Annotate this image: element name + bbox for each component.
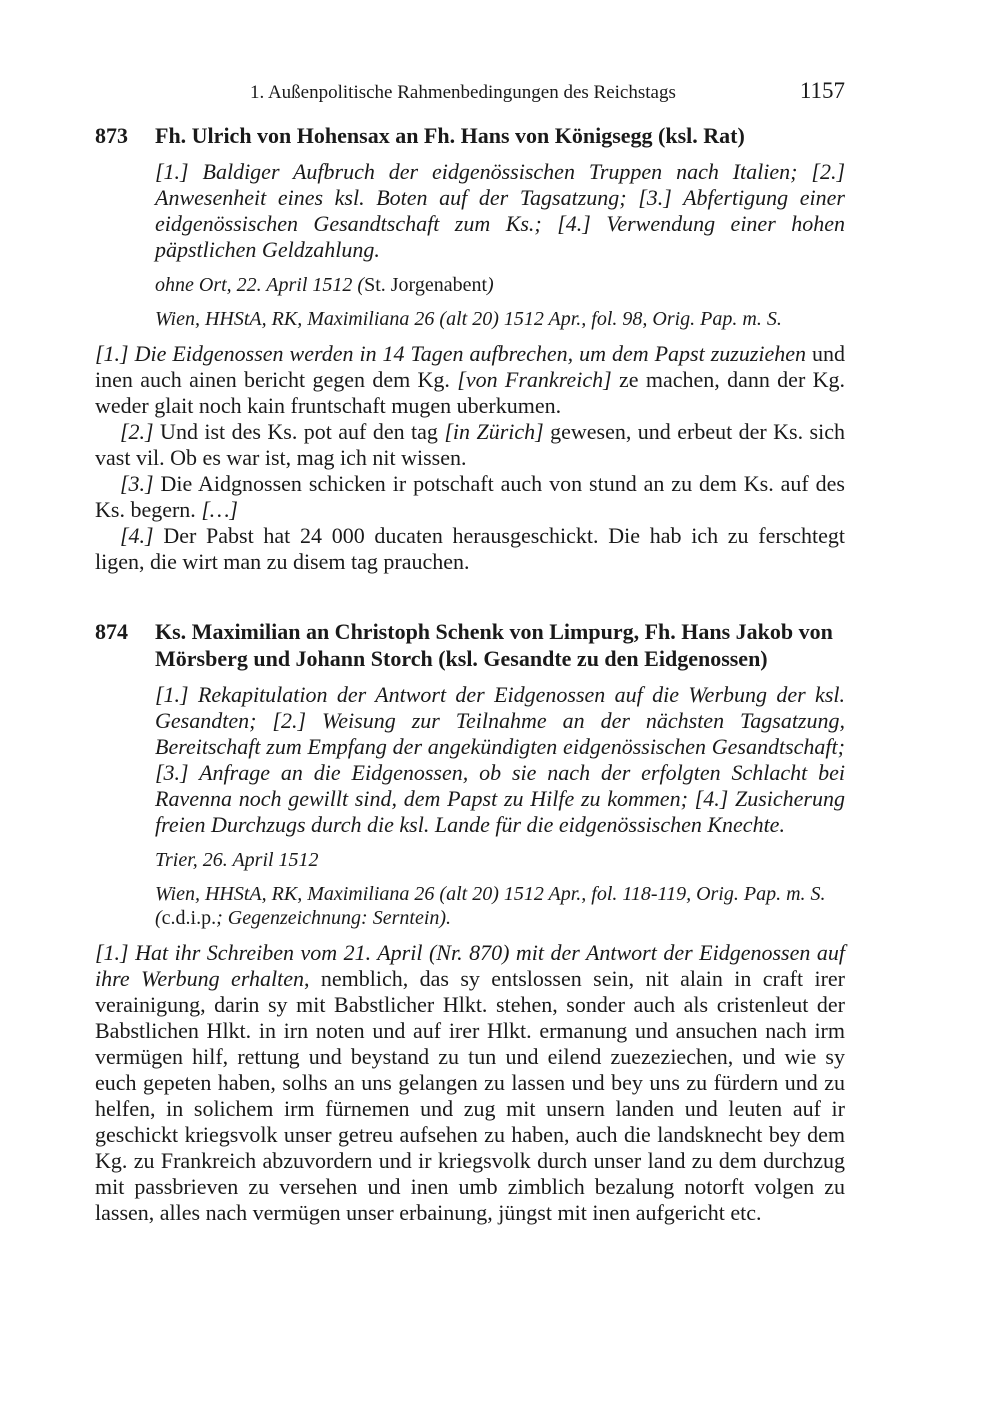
- paragraph-lead: [4.]: [120, 523, 154, 548]
- document-summary: [1.] Rekapitulation der Antwort der Eidgenossen auf die Werbung der ksl. Gesandten; [2.] Weisung zur Teilnahme an der nächsten Tagsatzung, Bereitschaft zum Empfang der angekündigten eidgenössischen Gesandtschaft; [3.] Anfrage an die Eidgenossen, ob sie nach der erfolgten Schlacht bei Ravenna noch gewillt sind, dem Papst zu Hilfe zu kommen; [4.] Zusicherung freien Durchzugs durch die ksl. Lande für die eidgenössischen Knechte.: [155, 682, 845, 837]
- paragraph-note: [in Zürich]: [444, 419, 544, 444]
- paragraph-text: gewesen, und erbeut der Ks. sich vast vil. Ob es war ist, mag ich nit wissen.: [95, 419, 845, 470]
- source-prefix: Wien, HHStA, RK, Maximiliana 26 (alt 20) 1512 Apr., fol. 118-119, Orig. Pap. m. S. (: [155, 883, 826, 929]
- paragraph-2: [95, 419, 845, 471]
- paragraph-3: [95, 471, 845, 523]
- document-873: [95, 122, 845, 575]
- paragraph-note: [von Frankreich]: [457, 367, 612, 392]
- document-body: [95, 341, 845, 575]
- source-suffix: ; Gegenzeichnung: Serntein).: [216, 907, 452, 929]
- document-number: 874: [95, 619, 128, 644]
- document-summary: [1.] Baldiger Aufbruch der eidgenössischen Truppen nach Italien; [2.] Anwesenheit eines ksl. Boten auf der Tagsatzung; [3.] Abfertigung einer eidgenössischen Gesandtschaft zum Ks.; [4.] Verwendung einer hohen päpstlichen Geldzahlung.: [155, 159, 845, 262]
- document-date: [155, 273, 845, 297]
- paragraph-text: ze machen, dann der Kg. weder glait noch kain fruntschaft mugen uberkumen.: [95, 367, 845, 418]
- paragraph-note: […]: [201, 497, 238, 522]
- source-roman: c.d.i.p.: [161, 907, 217, 929]
- paragraph-1: [95, 341, 845, 419]
- paragraph-text: und inen auch ainen bericht gegen dem Kg.: [95, 341, 846, 392]
- paragraph-lead: [3.]: [120, 471, 154, 496]
- paragraph-text: Die Aidgnossen schicken ir potschaft auch von stund an zu dem Ks. auf des Ks. begern.: [95, 471, 845, 522]
- running-title: 1. Außenpolitische Rahmenbedingungen des Reichstags: [250, 82, 676, 103]
- paragraph-lead: [1.] Die Eidgenossen werden in 14 Tagen aufbrechen, um dem Papst zuzuziehen: [95, 341, 807, 366]
- document-874: [95, 618, 845, 1226]
- document-source: [155, 882, 845, 930]
- document-title: Ks. Maximilian an Christoph Schenk von Limpurg, Fh. Hans Jakob von Mörsberg und Johann Storch (ksl. Gesandte zu den Eidgenossen): [155, 619, 833, 671]
- paragraph-text: Der Pabst hat 24 000 ducaten herausgeschickt. Die hab ich zu ferschtegt ligen, die wirt man zu disem tag prauchen.: [95, 523, 845, 574]
- paragraph-4: [95, 523, 845, 575]
- document-heading: [95, 122, 845, 149]
- document-body: [95, 940, 845, 1226]
- paragraph-text: Und ist des Ks. pot auf den tag: [153, 419, 445, 444]
- document-title: Fh. Ulrich von Hohensax an Fh. Hans von Königsegg (ksl. Rat): [155, 123, 745, 148]
- paragraph-1: [95, 940, 845, 1226]
- date-suffix: ): [487, 274, 494, 296]
- paragraph-lead: [1.] Hat ihr Schreiben vom 21. April (Nr. 870) mit der Antwort der Eidgenossen auf ihre Werbung erhalten: [95, 940, 845, 991]
- paragraph-lead: [2.]: [120, 419, 154, 444]
- page-number: 1157: [799, 78, 845, 103]
- document-date: Trier, 26. April 1512: [155, 849, 319, 871]
- document-number: 873: [95, 123, 128, 148]
- document-source: Wien, HHStA, RK, Maximiliana 26 (alt 20) 1512 Apr., fol. 98, Orig. Pap. m. S.: [155, 308, 782, 330]
- date-prefix: ohne Ort, 22. April 1512 (: [155, 274, 365, 296]
- paragraph-text: , nemblich, das sy entslossen sein, nit alain in craft irer verainigung, darin sy mit Babstlicher Hlkt. stehen, sonder auch als cristenleut der Babstlichen Hlkt. in irn noten und auf irer Hlkt. ermanung und ansuchen nach irm vermügen hilf, rettung und beystand zu tun und eilend zuezeziechen, und wie sy euch gepeten haben, solhs an uns gelangen zu lassen und bey uns zu fürdern und zu helfen, in solichem irm fürnemen und zug mit unsern landen und leuten auf ir geschickt kriegsvolk unser getreu aufsehen zu haben, auch die landsknecht bey dem Kg. zu Frankreich abzuvordern und ir kriegsvolk durch unser land zu dem durchzug mit passbrieven zu versehen und inen umb zimblich bezalung notorft volgen zu lassen, alles nach vermügen unser erbainung, jüngst mit inen aufgericht etc.: [95, 966, 845, 1225]
- date-roman: St. Jorgenabent: [364, 274, 488, 296]
- running-head: [95, 78, 845, 108]
- document-heading: [95, 618, 845, 672]
